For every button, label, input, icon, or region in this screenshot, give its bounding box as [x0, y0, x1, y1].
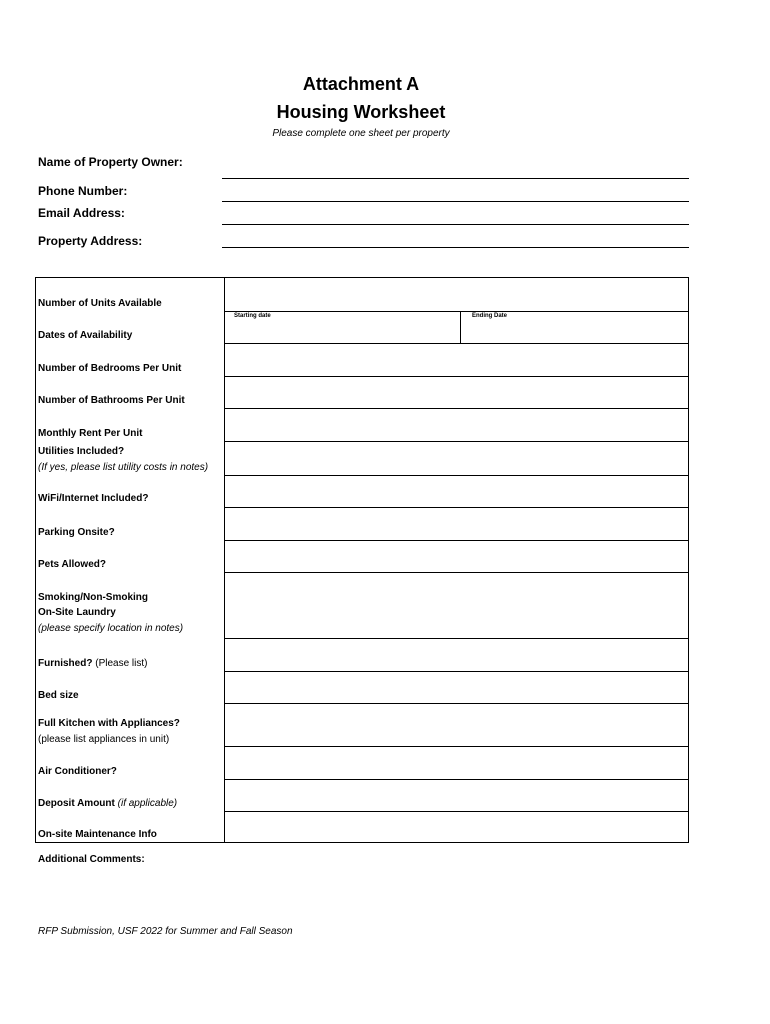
- air-conditioner-label: Air Conditioner?: [38, 766, 117, 777]
- furnished-label-group: [38, 656, 147, 671]
- ending-date-cell[interactable]: [461, 312, 688, 343]
- monthly-rent-cell[interactable]: [225, 409, 688, 441]
- maintenance-cell[interactable]: [225, 812, 688, 843]
- smoking-laundry-cell[interactable]: [225, 573, 688, 638]
- furnished-suffix: (Please list): [95, 658, 148, 669]
- units-available-label: Number of Units Available: [38, 298, 162, 309]
- footer-text: RFP Submission, USF 2022 for Summer and Fall Season: [38, 926, 293, 937]
- ending-date-label: Ending Date: [472, 313, 508, 319]
- email-label: Email Address:: [38, 206, 125, 220]
- starting-date-label: Starting date: [234, 313, 271, 319]
- bathrooms-label: Number of Bathrooms Per Unit: [38, 395, 185, 406]
- instructions-text: Please complete one sheet per property: [272, 128, 450, 139]
- email-field[interactable]: [222, 224, 689, 225]
- wifi-label: WiFi/Internet Included?: [38, 493, 149, 504]
- utilities-label: Utilities Included?: [38, 446, 125, 457]
- parking-label: Parking Onsite?: [38, 527, 115, 538]
- utilities-note: (If yes, please list utility costs in notes): [38, 462, 209, 473]
- monthly-rent-label: Monthly Rent Per Unit: [38, 428, 143, 439]
- deposit-cell[interactable]: [225, 780, 688, 811]
- pets-cell[interactable]: [225, 541, 688, 572]
- additional-comments-label: Additional Comments:: [38, 854, 145, 865]
- air-conditioner-cell[interactable]: [225, 747, 688, 779]
- document-title: Attachment A: [302, 74, 420, 94]
- kitchen-cell[interactable]: [225, 704, 688, 746]
- furnished-label: Furnished?: [38, 658, 93, 669]
- maintenance-label: On-site Maintenance Info: [38, 829, 157, 840]
- pets-label: Pets Allowed?: [38, 559, 106, 570]
- wifi-cell[interactable]: [225, 476, 688, 507]
- starting-date-cell[interactable]: [225, 312, 460, 343]
- bedrooms-label: Number of Bedrooms Per Unit: [38, 363, 182, 374]
- smoking-label: Smoking/Non-Smoking: [38, 592, 148, 603]
- phone-field[interactable]: [222, 201, 689, 202]
- laundry-note: (please specify location in notes): [38, 623, 184, 634]
- parking-cell[interactable]: [225, 508, 688, 540]
- deposit-label: Deposit Amount: [38, 798, 115, 809]
- owner-name-label: Name of Property Owner:: [38, 155, 183, 169]
- deposit-label-group: [38, 796, 177, 811]
- bed-size-label: Bed size: [38, 690, 79, 701]
- laundry-label: On-Site Laundry: [38, 607, 116, 618]
- utilities-cell[interactable]: [225, 442, 688, 475]
- dates-availability-label: Dates of Availability: [38, 330, 133, 341]
- bed-size-cell[interactable]: [225, 672, 688, 703]
- bedrooms-cell[interactable]: [225, 344, 688, 376]
- housing-details-table: [35, 277, 689, 843]
- units-available-cell[interactable]: [225, 278, 688, 311]
- phone-label: Phone Number:: [38, 184, 128, 198]
- document-subtitle-title: Housing Worksheet: [276, 102, 446, 122]
- kitchen-note: (please list appliances in unit): [38, 734, 170, 745]
- property-address-field[interactable]: [222, 247, 689, 248]
- bathrooms-cell[interactable]: [225, 377, 688, 408]
- deposit-suffix: (if applicable): [117, 798, 178, 809]
- owner-name-field[interactable]: [222, 178, 689, 179]
- furnished-cell[interactable]: [225, 639, 688, 671]
- kitchen-label: Full Kitchen with Appliances?: [38, 718, 180, 729]
- property-address-label: Property Address:: [38, 234, 143, 248]
